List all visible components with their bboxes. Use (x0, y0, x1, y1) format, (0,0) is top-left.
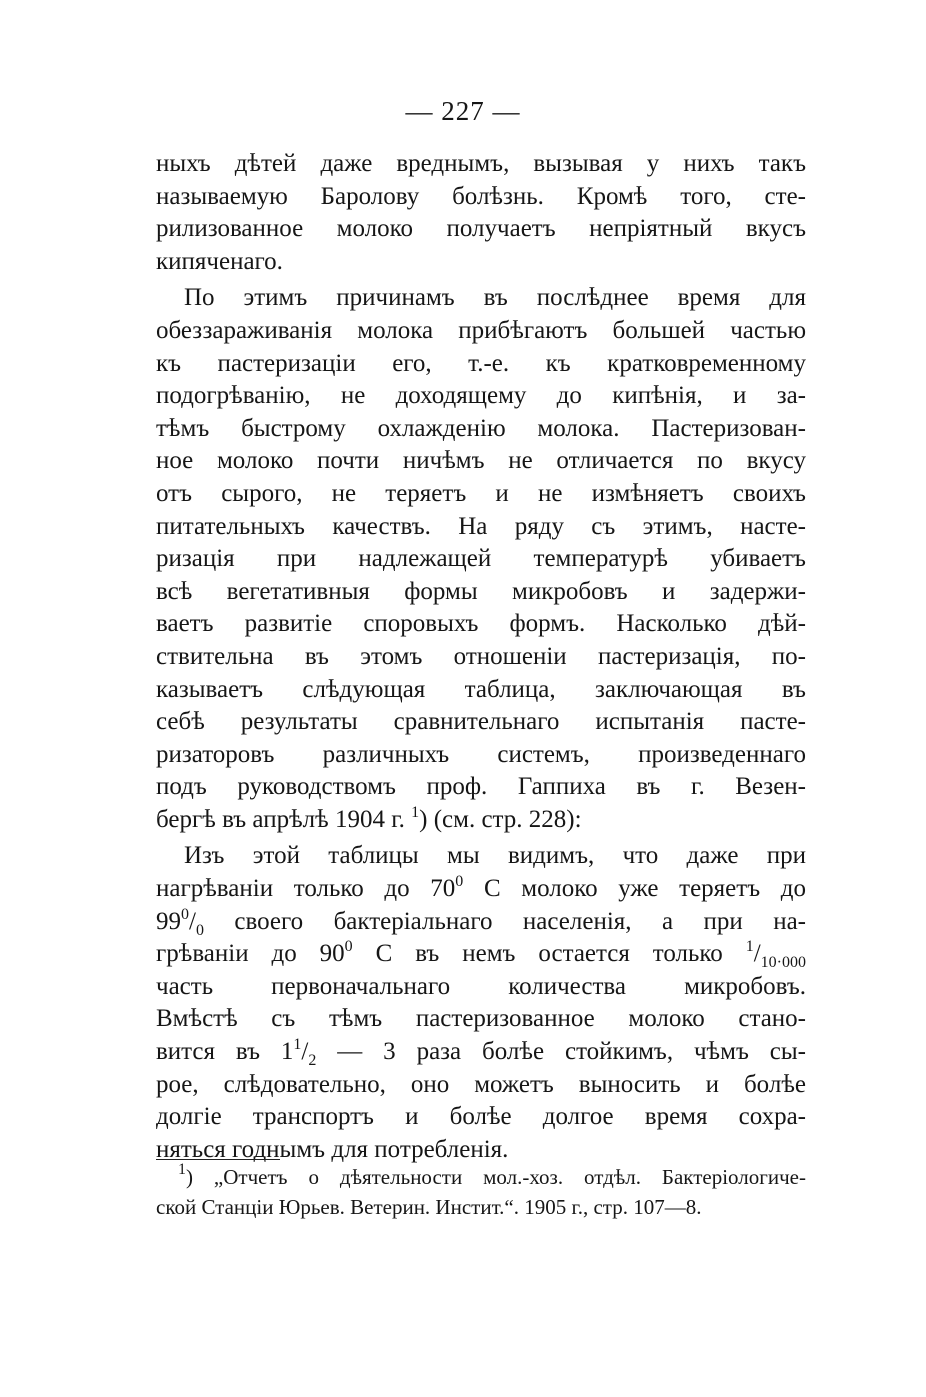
text-line: ваетъ развитіе споровыхъ формъ. Насколько дѣй- (156, 610, 806, 638)
text-line: часть первоначальнаго количества микробовъ. (156, 972, 806, 1000)
text-segment: грѣваніи до 90 (156, 940, 345, 968)
text-segment: C молоко уже теряетъ до (463, 875, 806, 903)
text-segment: своего бактеріальнаго населенія, а при на- (203, 907, 806, 935)
fraction-slash: / (301, 1038, 309, 1066)
text-segment: нагрѣваніи только до 70 (156, 875, 456, 903)
text-line: Изъ этой таблицы мы видимъ, что даже при (184, 842, 806, 870)
fraction-numerator: 1 (745, 938, 754, 956)
text-segment: C въ немъ остается только (352, 940, 746, 968)
fraction-denominator: 10·000 (760, 954, 806, 972)
page-number: — 227 — (405, 96, 521, 126)
text-line: подогрѣванію, не доходящему до кипѣнія, и за- (156, 382, 806, 410)
text-line (156, 804, 806, 837)
text-line: ное молоко почти ничѣмъ не отличается по вкусу (156, 447, 806, 475)
text-line (156, 906, 806, 939)
text-line: себѣ результаты сравнительнаго испытанія пасте- (156, 708, 806, 736)
text-line: ныхъ дѣтей даже вреднымъ, вызывая у нихъ такъ (156, 150, 806, 177)
text-line: ствительна въ этомъ отношеніи пастеризація, по- (156, 642, 806, 670)
text-line: рилизованное молоко получаетъ непріятный вкусъ (156, 215, 806, 243)
text-line: рое, слѣдовательно, оно можетъ выносить и болѣе (156, 1070, 806, 1098)
text-segment: 99 (156, 907, 181, 935)
text-line: ризація при надлежащей температурѣ убиваетъ (156, 545, 806, 573)
text-line: къ пастеризаціи его, т.-е. къ кратковременному (156, 349, 806, 377)
text-line: тѣмъ быстрому охлажденію молока. Пастеризован- (156, 414, 806, 442)
footnote-line: ской Станціи Юрьев. Ветерин. Инстит.“. 1905 г., стр. 107—8. (156, 1195, 702, 1219)
text-line: казываетъ слѣдующая таблица, заключающая въ (156, 675, 806, 703)
percent-slash: / (189, 907, 196, 935)
text-line: долгіе транспортъ и болѣе долгое время сохра- (156, 1103, 806, 1131)
fraction-denominator: 2 (308, 1052, 317, 1070)
text-line (156, 938, 806, 971)
text-segment: бергѣ въ апрѣлѣ 1904 г. (156, 805, 405, 833)
footnote-reference: 1 (411, 803, 420, 821)
fraction-numerator: 1 (293, 1036, 302, 1054)
fraction-slash: / (753, 940, 761, 968)
text-line (156, 873, 806, 906)
text-line: По этимъ причинамъ въ послѣднее время для (184, 284, 806, 312)
text-line: питательныхъ качествъ. На ряду съ этимъ, насте- (156, 512, 806, 540)
text-line: называемую Баролову болѣзнь. Кромѣ того, сте- (156, 182, 806, 210)
text-segment: вится въ 1 (156, 1038, 294, 1066)
text-segment: ) „Отчетъ о дѣятельности мол.-хоз. отдѣл. Бактеріологиче- (186, 1165, 806, 1189)
percent-top: 0 (181, 905, 189, 923)
text-line: Вмѣстѣ съ тѣмъ пастеризованное молоко стано- (156, 1005, 806, 1033)
text-segment: — 3 раза болѣе стойкимъ, чѣмъ сы- (316, 1038, 806, 1066)
footnote-mark: 1 (178, 1161, 186, 1178)
text-line: обеззараживанія молока прибѣгаютъ большей частью (156, 316, 806, 344)
text-segment: ) (см. стр. 228): (419, 805, 582, 833)
degree-mark: 0 (455, 873, 464, 891)
degree-mark: 0 (344, 938, 353, 956)
percent-bottom: 0 (195, 921, 204, 939)
footnotes (156, 1162, 806, 1222)
text-line: няться годнымъ для потребленія. (156, 1135, 509, 1163)
footnote-divider (156, 1159, 280, 1160)
text-line: кипяченаго. (156, 247, 283, 275)
footnote-line (156, 1162, 806, 1192)
text-line: ризаторовъ различныхъ системъ, произведеннаго (156, 740, 806, 768)
text-line: подъ руководствомъ проф. Гаппиха въ г. Везен- (156, 773, 806, 801)
text-line: отъ сырого, не теряетъ и не измѣняетъ своихъ (156, 479, 806, 507)
body-text (156, 148, 806, 1166)
text-line: всѣ вегетативныя формы микробовъ и задержи- (156, 577, 806, 605)
text-line (156, 1036, 806, 1069)
